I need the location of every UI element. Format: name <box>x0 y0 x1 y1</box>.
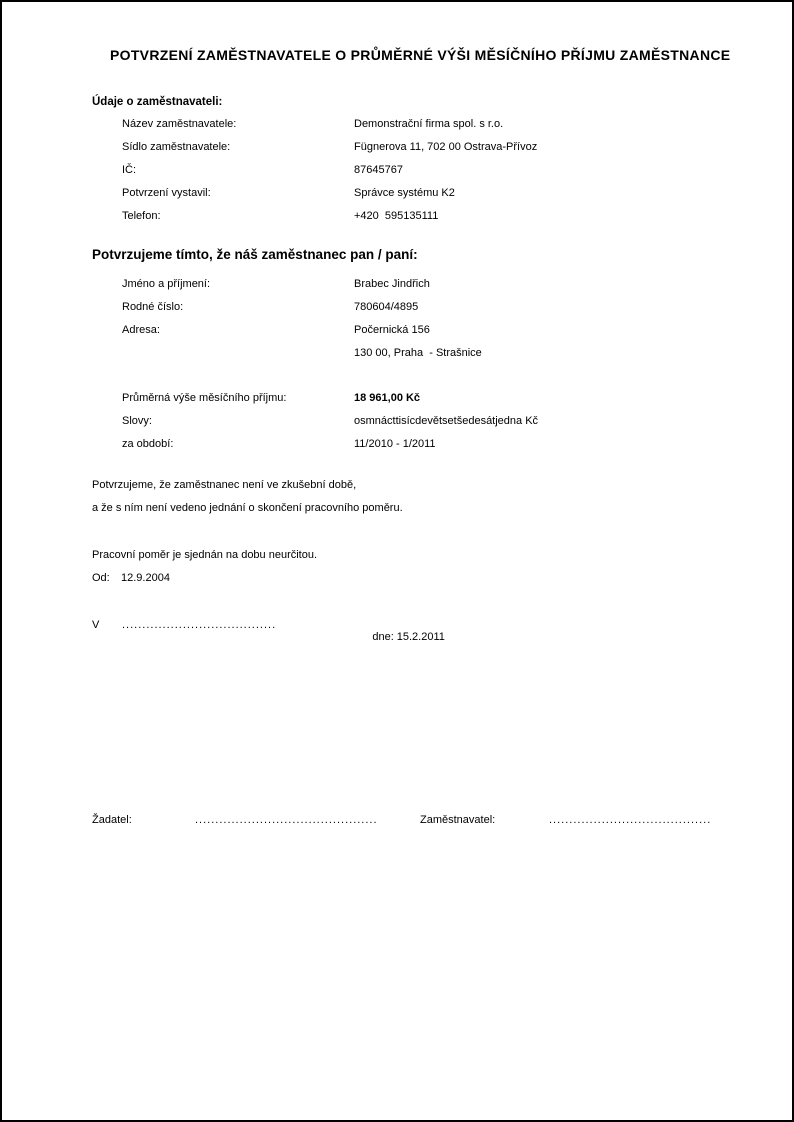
employment-start-label: Od: <box>92 572 110 584</box>
employee-name-row <box>2 278 792 294</box>
employer-section-heading-row <box>2 96 792 112</box>
average-income-row <box>2 392 792 408</box>
income-period-value: 11/2010 - 1/2011 <box>354 438 436 450</box>
document-title: POTVRZENÍ ZAMĚSTNAVATELE O PRŮMĚRNÉ VÝŠI MĚSÍČNÍHO PŘÍJMU ZAMĚSTNANCE <box>110 47 731 63</box>
employee-address2-value: 130 00, Praha - Strašnice <box>354 347 482 359</box>
contract-statement-row <box>2 549 792 565</box>
employee-address-row <box>2 324 792 340</box>
probation-statement-line2: a že s ním není vedeno jednání o skončení pracovního poměru. <box>92 502 403 514</box>
employment-start-row <box>2 572 792 588</box>
phone-value: +420 595135111 <box>354 210 439 222</box>
income-period-row <box>2 438 792 454</box>
employer-name-value: Demonstrační firma spol. s r.o. <box>354 118 504 130</box>
income-in-words-value: osmnácttisícdevětsetšedesátjedna Kč <box>354 415 539 427</box>
employer-signature-label: Zaměstnavatel: <box>420 814 496 826</box>
contract-statement-line: Pracovní poměr je sjednán na dobu neurčitou. <box>92 549 318 561</box>
date-group <box>354 619 445 655</box>
employer-section-heading: Údaje o zaměstnavateli: <box>92 96 223 108</box>
income-in-words-row <box>2 415 792 431</box>
employee-name-label: Jméno a příjmení: <box>122 278 211 290</box>
average-income-label: Průměrná výše měsíčního příjmu: <box>122 392 287 404</box>
employment-start-date: 12.9.2004 <box>121 572 170 584</box>
issued-by-value: Správce systému K2 <box>354 187 455 199</box>
place-date-row <box>2 619 792 643</box>
probation-statement-row2 <box>2 502 792 518</box>
employer-ic-label: IČ: <box>122 164 137 176</box>
employer-address-label: Sídlo zaměstnavatele: <box>122 141 231 153</box>
employee-section-heading: Potvrzujeme tímto, že náš zaměstnanec pan / paní: <box>92 247 418 262</box>
date-label: dne: <box>372 631 394 643</box>
phone-label: Telefon: <box>122 210 161 222</box>
employer-signature-line: ........................................ <box>549 814 712 826</box>
income-period-label: za období: <box>122 438 174 450</box>
employee-section-heading-row <box>2 247 792 263</box>
employer-ic-row <box>2 164 792 180</box>
employee-name-value: Brabec Jindřich <box>354 278 430 290</box>
employer-address-row <box>2 141 792 157</box>
place-label: V <box>92 619 100 631</box>
place-signature-line: ...................................... <box>122 619 277 631</box>
employee-address2-row <box>2 347 792 363</box>
employee-address-label: Adresa: <box>122 324 160 336</box>
employer-name-label: Název zaměstnavatele: <box>122 118 237 130</box>
issued-by-label: Potvrzení vystavil: <box>122 187 211 199</box>
birth-number-value: 780604/4895 <box>354 301 419 313</box>
issued-by-row <box>2 187 792 203</box>
birth-number-row <box>2 301 792 317</box>
employer-ic-value: 87645767 <box>354 164 403 176</box>
probation-statement-line1: Potvrzujeme, že zaměstnanec není ve zkušební době, <box>92 479 357 491</box>
phone-row <box>2 210 792 226</box>
date-value: 15.2.2011 <box>396 631 445 643</box>
probation-statement-row1 <box>2 479 792 495</box>
employer-name-row <box>2 118 792 134</box>
income-in-words-label: Slovy: <box>122 415 152 427</box>
applicant-signature-line: ............................................. <box>195 814 378 826</box>
applicant-signature-label: Žadatel: <box>92 814 132 826</box>
signatures-row <box>2 814 792 830</box>
birth-number-label: Rodné číslo: <box>122 301 184 313</box>
employee-address-value: Počernická 156 <box>354 324 430 336</box>
average-income-value: 18 961,00 Kč <box>354 392 421 404</box>
employer-address-value: Fügnerova 11, 702 00 Ostrava-Přívoz <box>354 141 538 153</box>
